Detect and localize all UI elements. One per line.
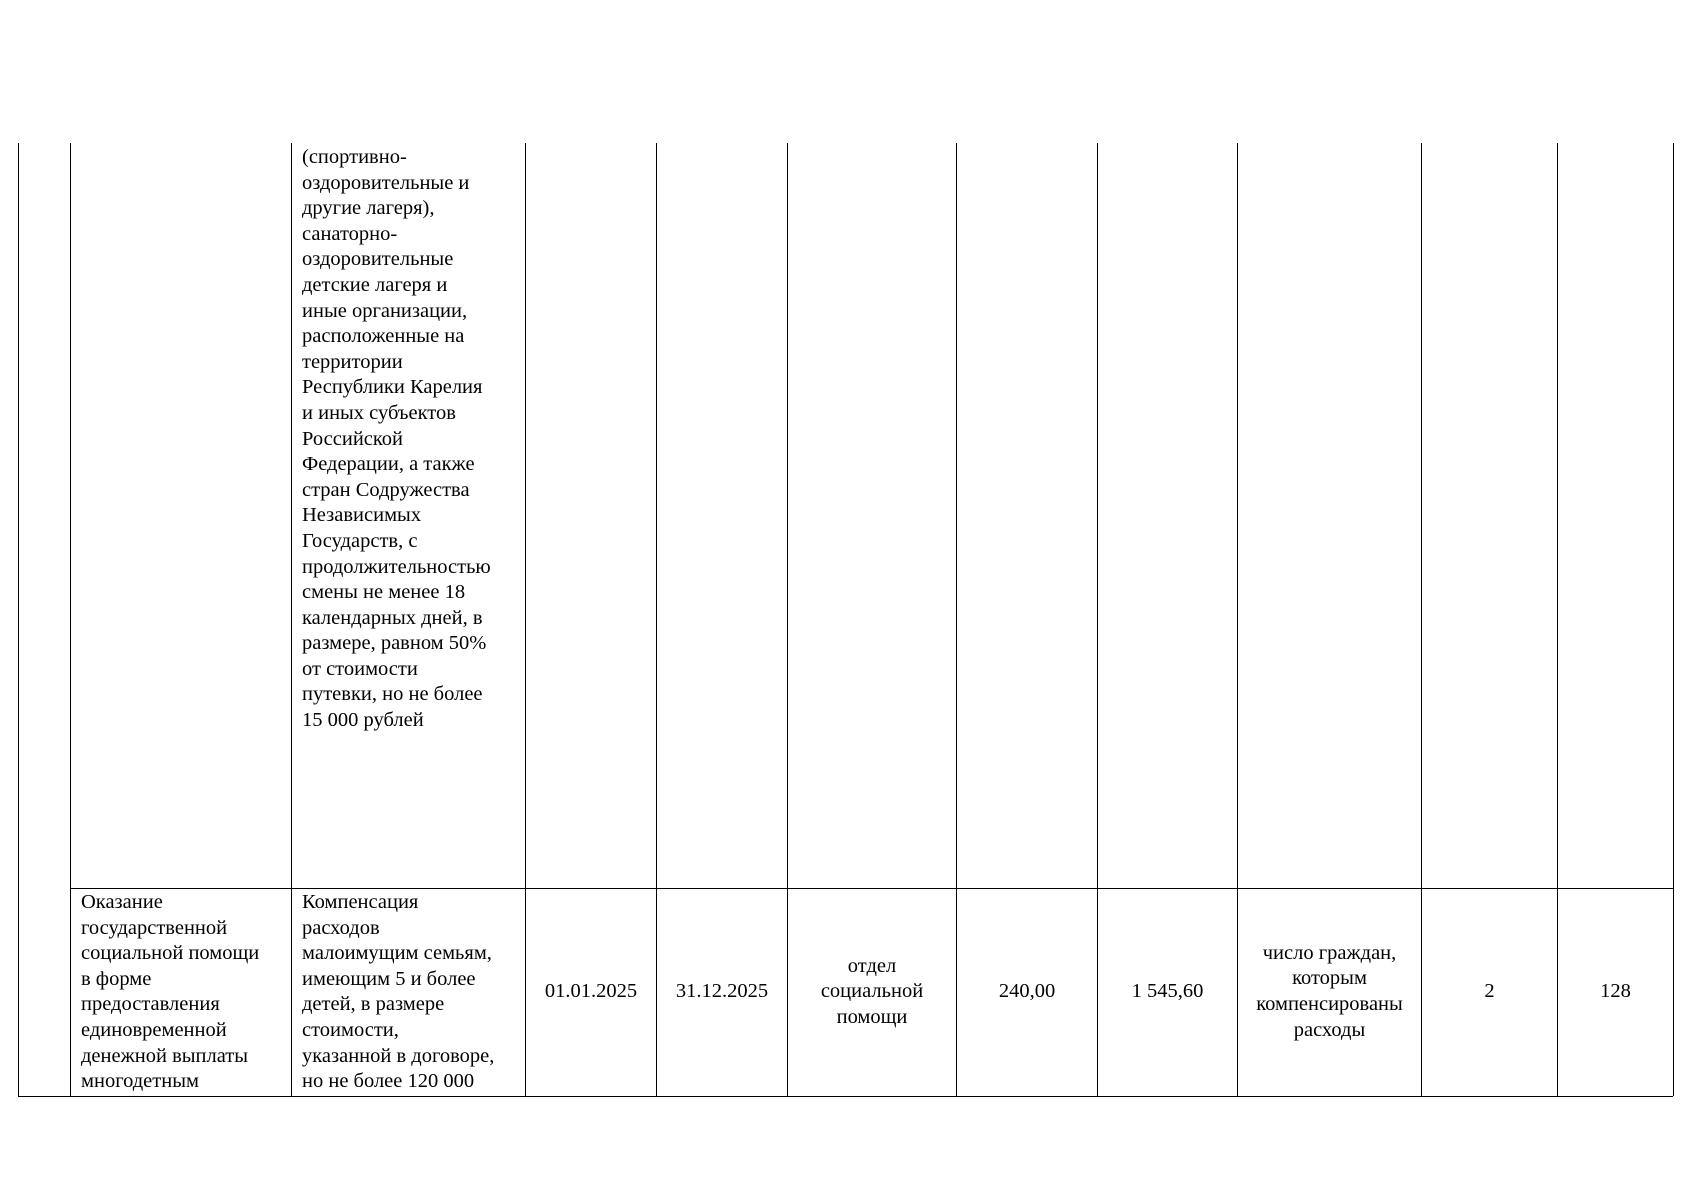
- row2-start-date: 01.01.2025: [544, 980, 638, 1003]
- column-divider-2: [291, 143, 292, 1096]
- table-border-right: [1673, 143, 1674, 1096]
- row2-measure: Оказание государственной социальной помощи в форме предоставления единовременной денежной выплаты многодетным: [81, 891, 260, 1093]
- table-border-bottom: [18, 1096, 1673, 1097]
- table-border-left: [18, 143, 19, 1096]
- row2-value-2: 128: [1600, 980, 1631, 1003]
- row2-value-1: 2: [1484, 980, 1495, 1003]
- row2-indicator: число граждан, которым компенсированы расходы: [1256, 941, 1403, 1041]
- row2-executor: отдел социальной помощи: [820, 954, 924, 1028]
- column-divider-1: [70, 143, 71, 1096]
- row2-description: Компенсация расходов малоимущим семьям, имеющим 5 и более детей, в размере стоимости, указанной в договоре, но не более 120 000: [302, 891, 495, 1093]
- row2-amount-1: 240,00: [998, 980, 1056, 1003]
- row2-amount-2: 1 545,60: [1131, 980, 1204, 1003]
- row2-end-date: 31.12.2025: [675, 980, 769, 1003]
- row1-description: (спортивно- оздоровительные и другие лагеря), санаторно- оздоровительные детские лагеря и иные организации, расположенные на территории Республики Карелия и иных субъектов Российской Федерации, а также стран Содружества Независимых Государств, с продолжительностью смены не менее 18 календарных дней, в размере, равном 50% от стоимости путевки, но не более 15 000 рублей: [302, 146, 491, 732]
